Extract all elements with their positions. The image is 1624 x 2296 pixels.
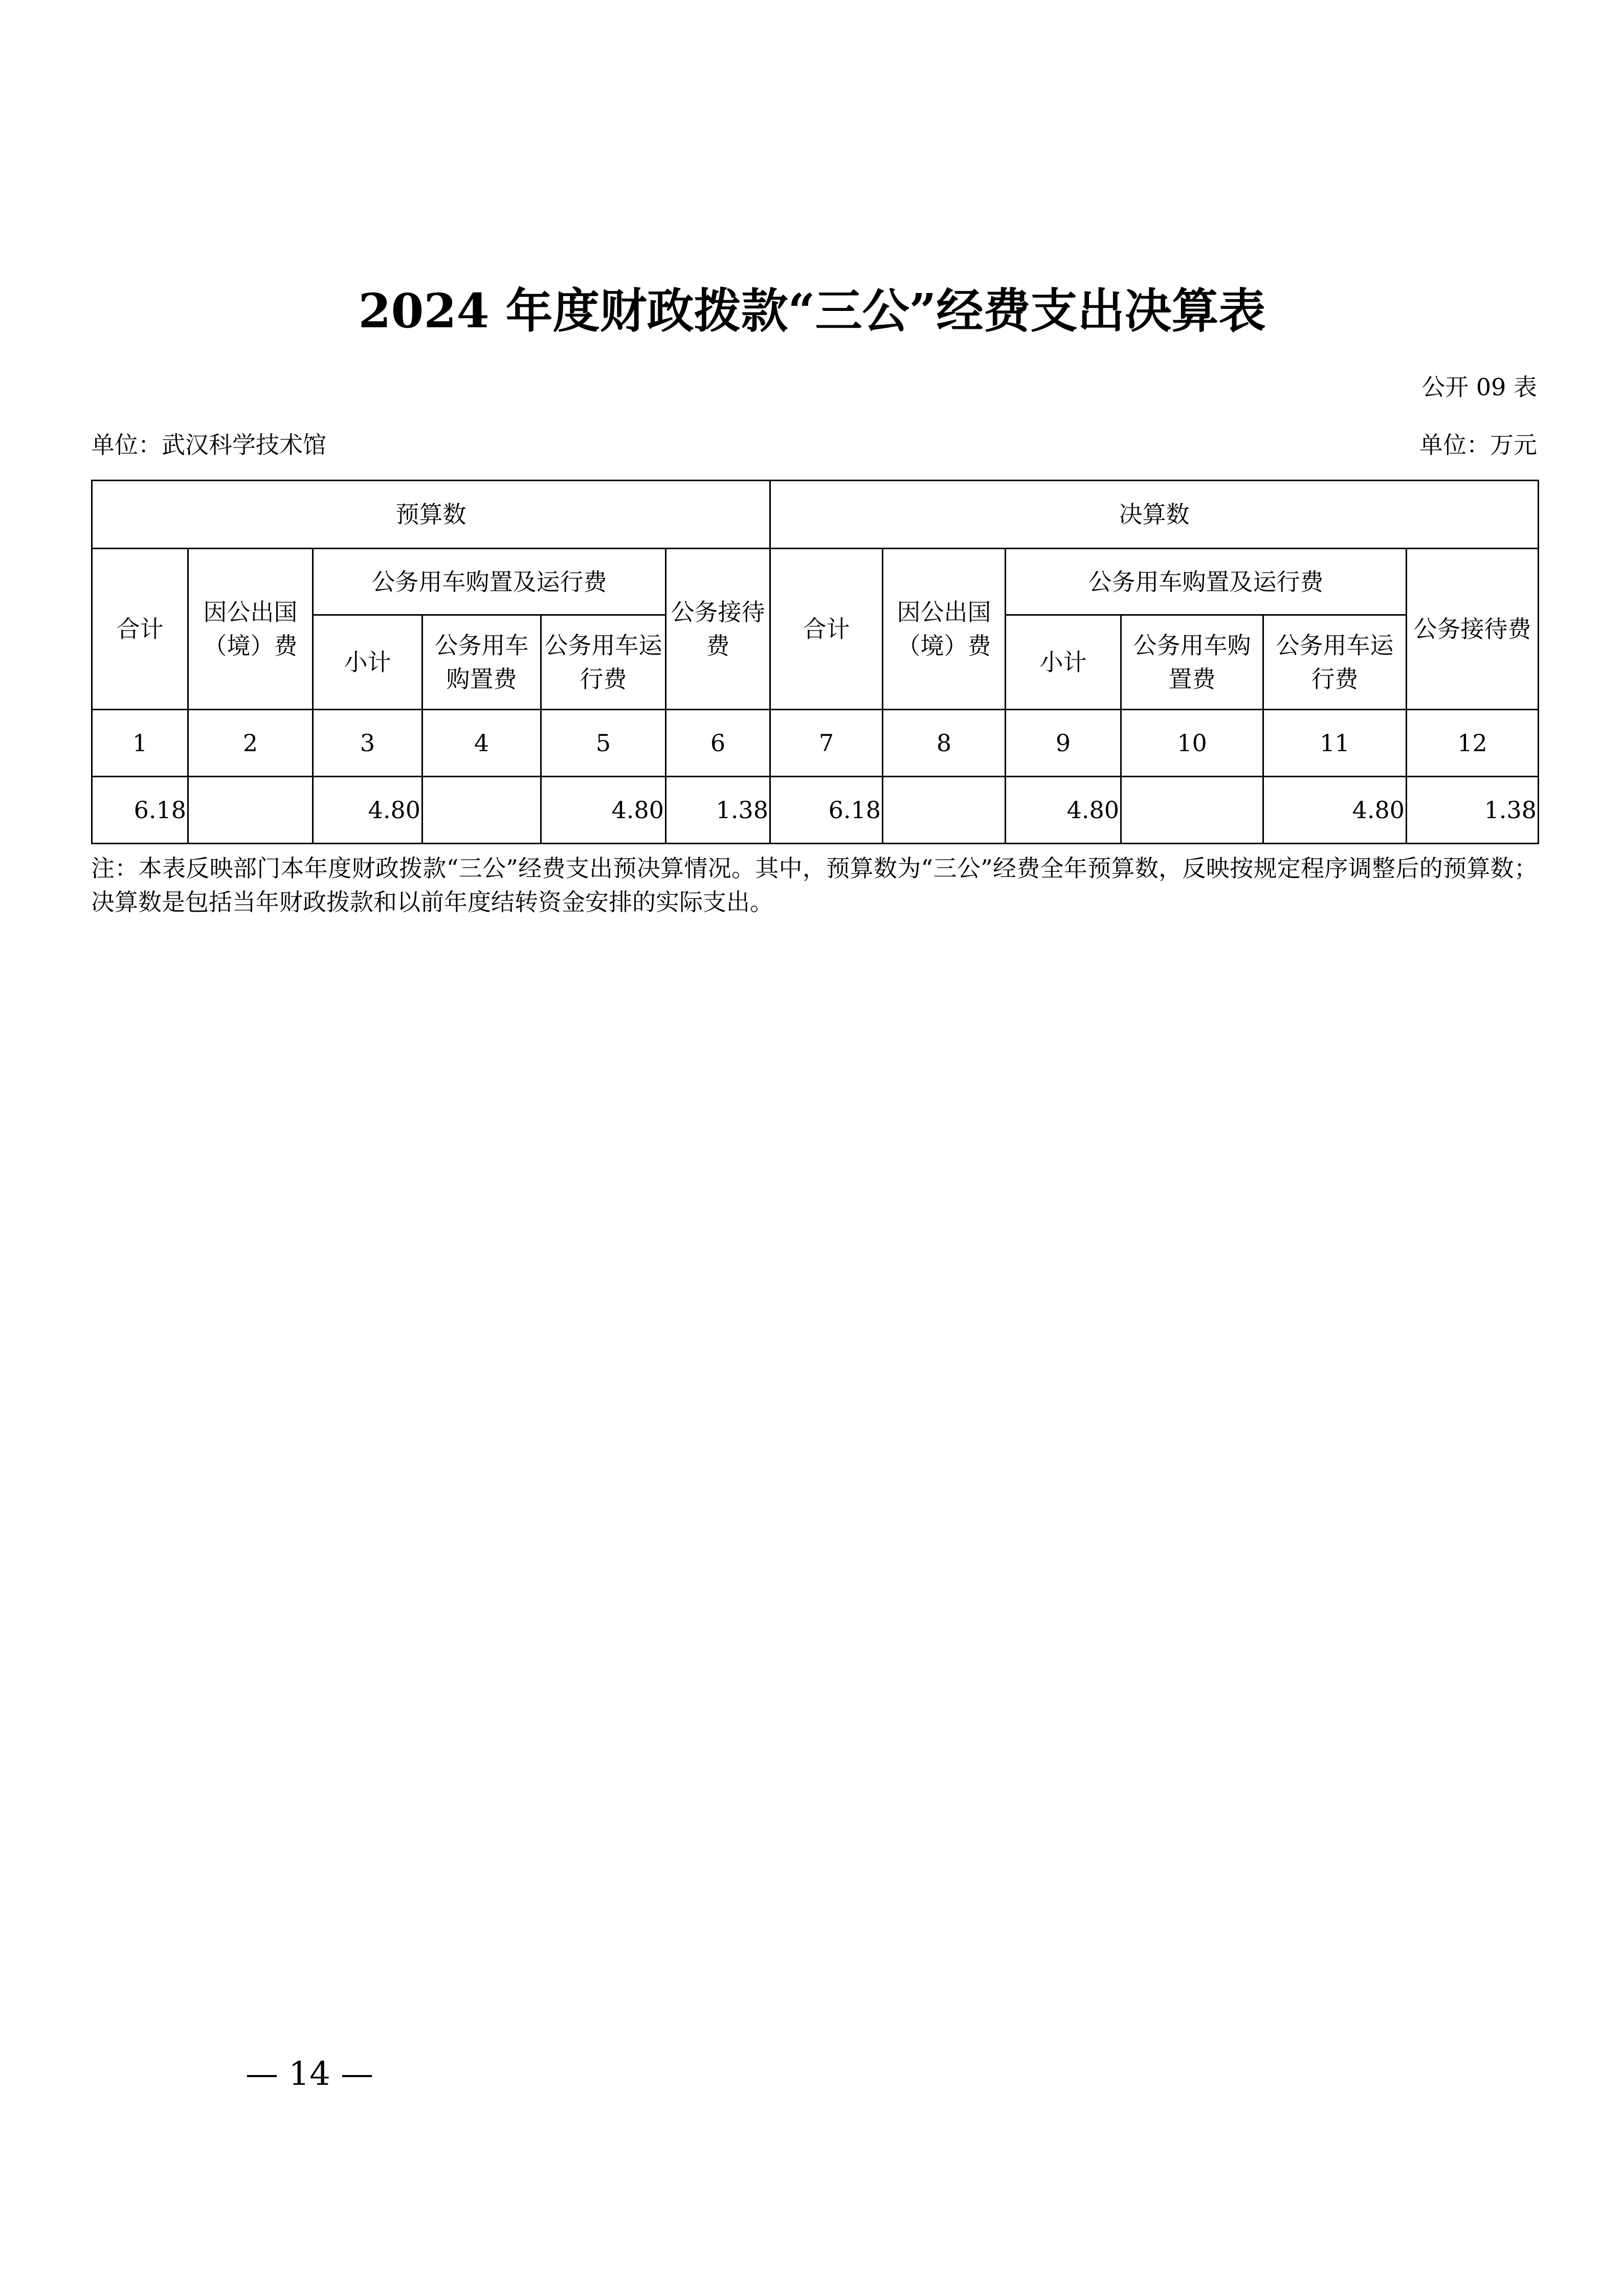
index-cell: 5: [541, 710, 666, 777]
index-cell: 7: [770, 710, 883, 777]
data-cell: 6.18: [770, 777, 883, 844]
page-title: 2024 年度财政拨款“三公”经费支出决算表: [358, 283, 1266, 339]
column-header-row-1: [92, 549, 1539, 615]
index-cell: 8: [883, 710, 1006, 777]
final-subtotal-header: 小计: [1006, 615, 1121, 710]
final-reception-header: 公务接待费: [1407, 549, 1539, 710]
index-cell: 2: [188, 710, 313, 777]
data-cell: 4.80: [1263, 777, 1407, 844]
index-cell: 4: [422, 710, 541, 777]
budget-abroad-header: 因公出国（境）费: [188, 549, 313, 710]
index-cell: 11: [1263, 710, 1407, 777]
group-header-row: [92, 481, 1539, 549]
final-car-run-header: 公务用车运行费: [1263, 615, 1407, 710]
budget-subtotal-header: 小计: [313, 615, 422, 710]
three-public-expense-table: [91, 480, 1539, 844]
final-car-purchase-header: 公务用车购置费: [1121, 615, 1263, 710]
group-final-header: 决算数: [770, 481, 1539, 549]
data-row: [92, 777, 1539, 844]
budget-reception-header: 公务接待费: [666, 549, 770, 710]
index-row: [92, 710, 1539, 777]
data-cell: 4.80: [313, 777, 422, 844]
data-cell: [422, 777, 541, 844]
data-cell: 6.18: [92, 777, 188, 844]
budget-car-group-header: 公务用车购置及运行费: [313, 549, 666, 615]
data-cell: [883, 777, 1006, 844]
form-number: 公开 09 表: [1421, 373, 1537, 401]
unit-currency: 单位：万元: [1419, 431, 1537, 459]
budget-car-purchase-header: 公务用车购置费: [422, 615, 541, 710]
page-number: — 14 —: [246, 2055, 374, 2093]
index-cell: 9: [1006, 710, 1121, 777]
index-cell: 3: [313, 710, 422, 777]
data-cell: 1.38: [1407, 777, 1539, 844]
group-budget-header: 预算数: [92, 481, 770, 549]
data-cell: 1.38: [666, 777, 770, 844]
index-cell: 12: [1407, 710, 1539, 777]
budget-total-header: 合计: [92, 549, 188, 710]
unit-organization: 单位：武汉科学技术馆: [91, 431, 326, 459]
final-total-header: 合计: [770, 549, 883, 710]
data-cell: 4.80: [1006, 777, 1121, 844]
data-cell: 4.80: [541, 777, 666, 844]
final-abroad-header: 因公出国（境）费: [883, 549, 1006, 710]
final-car-group-header: 公务用车购置及运行费: [1006, 549, 1407, 615]
data-cell: [188, 777, 313, 844]
table-note: 注：本表反映部门本年度财政拨款“三公”经费支出预决算情况。其中，预算数为“三公”经费全年预算数，反映按规定程序调整后的预算数；决算数是包括当年财政拨款和以前年度结转资金安排的实际支出。: [91, 854, 1538, 916]
budget-car-run-header: 公务用车运行费: [541, 615, 666, 710]
index-cell: 6: [666, 710, 770, 777]
data-cell: [1121, 777, 1263, 844]
index-cell: 10: [1121, 710, 1263, 777]
index-cell: 1: [92, 710, 188, 777]
